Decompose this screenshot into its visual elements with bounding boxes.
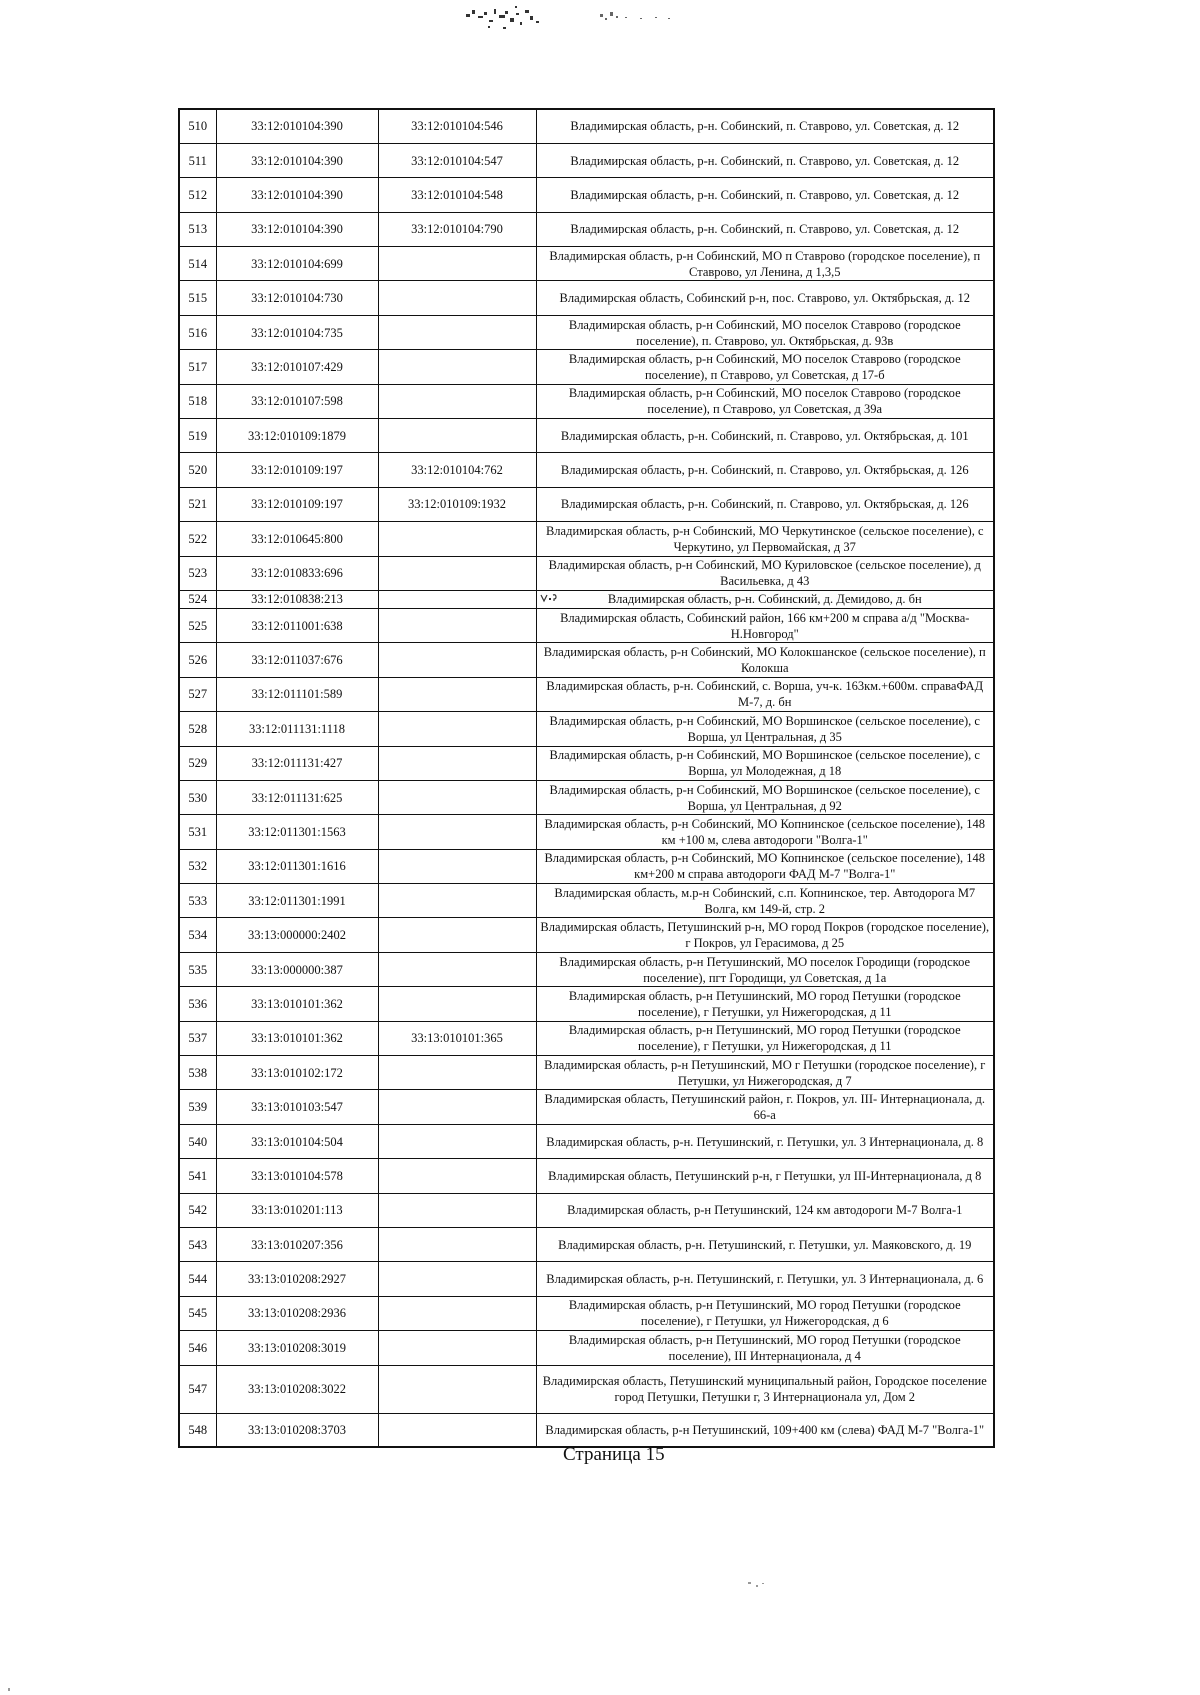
table-row xyxy=(179,143,994,177)
row-number: 532 xyxy=(179,849,216,883)
address: Владимирская область, Собинский район, 166 км+200 м справа а/д "Москва-Н.Новгород" xyxy=(536,608,994,642)
cadastral-number: 33:12:011301:1991 xyxy=(216,884,378,918)
table-row xyxy=(179,608,994,642)
linked-cadastral-number xyxy=(378,1124,536,1158)
row-number: 530 xyxy=(179,780,216,814)
linked-cadastral-number xyxy=(378,1413,536,1447)
linked-cadastral-number: 33:12:010104:547 xyxy=(378,143,536,177)
cadastral-number: 33:13:010104:504 xyxy=(216,1124,378,1158)
row-number: 527 xyxy=(179,677,216,711)
linked-cadastral-number xyxy=(378,590,536,608)
table-row xyxy=(179,315,994,349)
table-row xyxy=(179,746,994,780)
table-row xyxy=(179,1159,994,1193)
row-number: 516 xyxy=(179,315,216,349)
cadastral-number: 33:12:011131:1118 xyxy=(216,712,378,746)
address: Владимирская область, р-н. Собинский, п. Ставрово, ул. Советская, д. 12 xyxy=(536,143,994,177)
address: Владимирская область, Петушинский р-н, г Петушки, ул III-Интернационала, д 8 xyxy=(536,1159,994,1193)
table-row xyxy=(179,384,994,418)
linked-cadastral-number xyxy=(378,384,536,418)
cadastral-number: 33:13:010201:113 xyxy=(216,1193,378,1227)
linked-cadastral-number xyxy=(378,608,536,642)
row-number: 525 xyxy=(179,608,216,642)
row-number: 539 xyxy=(179,1090,216,1124)
cadastral-number: 33:12:010107:598 xyxy=(216,384,378,418)
address: Владимирская область, Петушинский муниципальный район, Городское поселение город Петушки, Петушки г, 3 Интернационала ул, Дом 2 xyxy=(536,1365,994,1413)
table-row xyxy=(179,1090,994,1124)
address: Владимирская область, р-н Собинский, МО Куриловское (сельское поселение), д Васильевка, д 43 xyxy=(536,556,994,590)
linked-cadastral-number: 33:12:010109:1932 xyxy=(378,487,536,521)
linked-cadastral-number xyxy=(378,1296,536,1330)
address: Владимирская область, р-н. Собинский, с. Ворша, уч-к. 163км.+600м. справаФАД М-7, д. бн xyxy=(536,677,994,711)
linked-cadastral-number xyxy=(378,522,536,556)
linked-cadastral-number xyxy=(378,952,536,986)
table-row xyxy=(179,815,994,849)
row-number: 542 xyxy=(179,1193,216,1227)
address: Владимирская область, р-н Петушинский, 109+400 км (слева) ФАД М-7 "Волга-1" xyxy=(536,1413,994,1447)
linked-cadastral-number xyxy=(378,815,536,849)
cadastral-number: 33:12:010104:699 xyxy=(216,247,378,281)
row-number: 538 xyxy=(179,1056,216,1090)
cadastral-number: 33:13:010101:362 xyxy=(216,987,378,1021)
cadastral-number: 33:13:010208:2936 xyxy=(216,1296,378,1330)
cadastral-number: 33:12:010104:390 xyxy=(216,143,378,177)
linked-cadastral-number xyxy=(378,884,536,918)
row-number: 519 xyxy=(179,419,216,453)
row-number: 514 xyxy=(179,247,216,281)
address: Владимирская область, р-н Собинский, МО поселок Ставрово (городское поселение), п Ставрово, ул Советская, д 17-б xyxy=(536,350,994,384)
row-number: 521 xyxy=(179,487,216,521)
table-row xyxy=(179,1296,994,1330)
row-number: 536 xyxy=(179,987,216,1021)
row-number: 510 xyxy=(179,109,216,143)
cadastral-number: 33:12:010109:197 xyxy=(216,453,378,487)
address: Владимирская область, р-н. Собинский, п. Ставрово, ул. Советская, д. 12 xyxy=(536,109,994,143)
cadastral-number: 33:12:010104:735 xyxy=(216,315,378,349)
table-row xyxy=(179,1365,994,1413)
cadastral-number: 33:12:011131:625 xyxy=(216,780,378,814)
linked-cadastral-number: 33:12:010104:546 xyxy=(378,109,536,143)
linked-cadastral-number xyxy=(378,712,536,746)
address: Владимирская область, р-н Петушинский, 124 км автодороги М-7 Волга-1 xyxy=(536,1193,994,1227)
address: Владимирская область, р-н Собинский, МО поселок Ставрово (городское поселение), п Ставрово, ул Советская, д 39а xyxy=(536,384,994,418)
cadastral-number: 33:12:010104:390 xyxy=(216,178,378,212)
cadastral-number: 33:12:010833:696 xyxy=(216,556,378,590)
row-number: 523 xyxy=(179,556,216,590)
table-row xyxy=(179,247,994,281)
cadastral-number: 33:13:010208:3019 xyxy=(216,1331,378,1365)
linked-cadastral-number: 33:12:010104:762 xyxy=(378,453,536,487)
table-row xyxy=(179,419,994,453)
cadastral-number: 33:12:010109:197 xyxy=(216,487,378,521)
address: Владимирская область, р-н. Собинский, п. Ставрово, ул. Советская, д. 12 xyxy=(536,212,994,246)
table-row xyxy=(179,556,994,590)
linked-cadastral-number xyxy=(378,643,536,677)
table-row xyxy=(179,780,994,814)
cadastral-number: 33:13:010102:172 xyxy=(216,1056,378,1090)
table-row xyxy=(179,109,994,143)
table-row xyxy=(179,178,994,212)
cadastral-number: 33:13:010104:578 xyxy=(216,1159,378,1193)
linked-cadastral-number xyxy=(378,1228,536,1262)
cadastral-number: 33:12:010838:213 xyxy=(216,590,378,608)
row-number: 541 xyxy=(179,1159,216,1193)
row-number: 548 xyxy=(179,1413,216,1447)
address: Владимирская область, р-н. Петушинский, г. Петушки, ул. 3 Интернационала, д. 8 xyxy=(536,1124,994,1158)
linked-cadastral-number xyxy=(378,1262,536,1296)
cadastral-number: 33:13:010208:3022 xyxy=(216,1365,378,1413)
table-row xyxy=(179,677,994,711)
address: Владимирская область, Собинский р-н, пос. Ставрово, ул. Октябрьская, д. 12 xyxy=(536,281,994,315)
table-row xyxy=(179,453,994,487)
table-row xyxy=(179,350,994,384)
cadastral-number: 33:12:010107:429 xyxy=(216,350,378,384)
address: Владимирская область, р-н Собинский, МО Воршинское (сельское поселение), с Ворша, ул Центральная, д 35 xyxy=(536,712,994,746)
cadastral-number: 33:12:010104:390 xyxy=(216,109,378,143)
address: Владимирская область, р-н Собинский, МО Воршинское (сельское поселение), с Ворша, ул Молодежная, д 18 xyxy=(536,746,994,780)
address: Владимирская область, р-н Петушинский, МО г Петушки (городское поселение), г Петушки, ул Нижегородская, д 7 xyxy=(536,1056,994,1090)
table-row xyxy=(179,1262,994,1296)
table-row xyxy=(179,1021,994,1055)
cadastral-number: 33:13:010207:356 xyxy=(216,1228,378,1262)
row-number: 528 xyxy=(179,712,216,746)
row-number: 534 xyxy=(179,918,216,952)
address: Владимирская область, р-н Собинский, МО поселок Ставрово (городское поселение), п. Ставрово, ул. Октябрьская, д. 93в xyxy=(536,315,994,349)
cadastral-number: 33:13:010208:2927 xyxy=(216,1262,378,1296)
row-number: 535 xyxy=(179,952,216,986)
table-row xyxy=(179,1124,994,1158)
cadastral-number: 33:12:011301:1563 xyxy=(216,815,378,849)
address: Владимирская область, р-н Собинский, МО Колокшанское (сельское поселение), п Колокша xyxy=(536,643,994,677)
row-number: 517 xyxy=(179,350,216,384)
cadastral-number: 33:13:010103:547 xyxy=(216,1090,378,1124)
row-number: 540 xyxy=(179,1124,216,1158)
address: Владимирская область, р-н Собинский, МО Копнинское (сельское поселение), 148 км +100 м, слева автодороги "Волга-1" xyxy=(536,815,994,849)
cadastral-number: 33:13:010208:3703 xyxy=(216,1413,378,1447)
linked-cadastral-number xyxy=(378,1159,536,1193)
linked-cadastral-number xyxy=(378,1193,536,1227)
table-row xyxy=(179,1331,994,1365)
address: Владимирская область, р-н Петушинский, МО город Петушки (городское поселение), г Петушки, ул Нижегородская, д 6 xyxy=(536,1296,994,1330)
linked-cadastral-number: 33:12:010104:790 xyxy=(378,212,536,246)
table-row xyxy=(179,487,994,521)
address: Владимирская область, р-н Петушинский, МО город Петушки (городское поселение), III Интернационала, д 4 xyxy=(536,1331,994,1365)
cadastral-number: 33:12:011131:427 xyxy=(216,746,378,780)
cadastral-number: 33:12:010645:800 xyxy=(216,522,378,556)
row-number: 520 xyxy=(179,453,216,487)
address: Владимирская область, р-н. Собинский, п. Ставрово, ул. Октябрьская, д. 126 xyxy=(536,487,994,521)
address: Владимирская область, р-н Собинский, МО Копнинское (сельское поселение), 148 км+200 м справа автодороги ФАД М-7 "Волга-1" xyxy=(536,849,994,883)
cadastral-number: 33:12:011001:638 xyxy=(216,608,378,642)
linked-cadastral-number xyxy=(378,918,536,952)
cadastral-number: 33:12:011037:676 xyxy=(216,643,378,677)
address: Владимирская область, р-н Собинский, МО Черкутинское (сельское поселение), с Черкутино, ул Первомайская, д 37 xyxy=(536,522,994,556)
row-number: 524 xyxy=(179,590,216,608)
address: Владимирская область, р-н. Собинский, д. Демидово, д. бн xyxy=(536,590,994,608)
table-row xyxy=(179,1413,994,1447)
address: Владимирская область, Петушинский р-н, МО город Покров (городское поселение), г Покров, ул Герасимова, д 25 xyxy=(536,918,994,952)
row-number: 522 xyxy=(179,522,216,556)
row-number: 543 xyxy=(179,1228,216,1262)
table-row xyxy=(179,918,994,952)
row-number: 546 xyxy=(179,1331,216,1365)
linked-cadastral-number xyxy=(378,1090,536,1124)
address: Владимирская область, р-н. Петушинский, г. Петушки, ул. Маяковского, д. 19 xyxy=(536,1228,994,1262)
table-row xyxy=(179,884,994,918)
address: Владимирская область, р-н Петушинский, МО город Петушки (городское поселение), г Петушки, ул Нижегородская, д 11 xyxy=(536,987,994,1021)
linked-cadastral-number xyxy=(378,849,536,883)
row-number: 526 xyxy=(179,643,216,677)
linked-cadastral-number xyxy=(378,1331,536,1365)
linked-cadastral-number xyxy=(378,1365,536,1413)
cadastral-number: 33:12:011301:1616 xyxy=(216,849,378,883)
page-number: Страница 15 xyxy=(563,1444,665,1465)
linked-cadastral-number: 33:12:010104:548 xyxy=(378,178,536,212)
cadastral-number: 33:13:000000:387 xyxy=(216,952,378,986)
cadastral-number: 33:12:010104:730 xyxy=(216,281,378,315)
linked-cadastral-number xyxy=(378,556,536,590)
linked-cadastral-number xyxy=(378,746,536,780)
table-row xyxy=(179,952,994,986)
address: Владимирская область, р-н Петушинский, МО поселок Городищи (городское поселение), пгт Городищи, ул Советская, д 1а xyxy=(536,952,994,986)
linked-cadastral-number xyxy=(378,780,536,814)
row-number: 512 xyxy=(179,178,216,212)
row-number: 537 xyxy=(179,1021,216,1055)
linked-cadastral-number xyxy=(378,350,536,384)
table-row xyxy=(179,590,994,608)
cadastral-number: 33:12:011101:589 xyxy=(216,677,378,711)
linked-cadastral-number xyxy=(378,281,536,315)
address: Владимирская область, р-н. Петушинский, г. Петушки, ул. 3 Интернационала, д. 6 xyxy=(536,1262,994,1296)
table-row xyxy=(179,712,994,746)
cadastral-number: 33:12:010104:390 xyxy=(216,212,378,246)
linked-cadastral-number xyxy=(378,987,536,1021)
cadastral-number: 33:13:010101:362 xyxy=(216,1021,378,1055)
table-row xyxy=(179,281,994,315)
row-number: 518 xyxy=(179,384,216,418)
table-row xyxy=(179,643,994,677)
table-row xyxy=(179,212,994,246)
table-row xyxy=(179,987,994,1021)
row-number: 547 xyxy=(179,1365,216,1413)
linked-cadastral-number xyxy=(378,1056,536,1090)
address: Владимирская область, р-н. Собинский, п. Ставрово, ул. Октябрьская, д. 101 xyxy=(536,419,994,453)
table-row xyxy=(179,522,994,556)
address: Владимирская область, р-н. Собинский, п. Ставрово, ул. Октябрьская, д. 126 xyxy=(536,453,994,487)
row-number: 544 xyxy=(179,1262,216,1296)
table-row xyxy=(179,1228,994,1262)
address: Владимирская область, м.р-н Собинский, с.п. Копнинское, тер. Автодорога М7 Волга, км 149-й, стр. 2 xyxy=(536,884,994,918)
address: Владимирская область, р-н Петушинский, МО город Петушки (городское поселение), г Петушки, ул Нижегородская, д 11 xyxy=(536,1021,994,1055)
linked-cadastral-number xyxy=(378,419,536,453)
cadastral-number: 33:12:010109:1879 xyxy=(216,419,378,453)
linked-cadastral-number xyxy=(378,677,536,711)
address: Владимирская область, р-н Собинский, МО п Ставрово (городское поселение), п Ставрово, ул Ленина, д 1,3,5 xyxy=(536,247,994,281)
linked-cadastral-number: 33:13:010101:365 xyxy=(378,1021,536,1055)
cadastral-number: 33:13:000000:2402 xyxy=(216,918,378,952)
table-row xyxy=(179,1056,994,1090)
row-number: 513 xyxy=(179,212,216,246)
row-number: 545 xyxy=(179,1296,216,1330)
table-row xyxy=(179,1193,994,1227)
table-row xyxy=(179,849,994,883)
row-number: 533 xyxy=(179,884,216,918)
row-number: 511 xyxy=(179,143,216,177)
address: Владимирская область, Петушинский район, г. Покров, ул. III- Интернационала, д. 66-а xyxy=(536,1090,994,1124)
land-register-table xyxy=(178,108,995,1448)
row-number: 531 xyxy=(179,815,216,849)
linked-cadastral-number xyxy=(378,315,536,349)
row-number: 529 xyxy=(179,746,216,780)
row-number: 515 xyxy=(179,281,216,315)
linked-cadastral-number xyxy=(378,247,536,281)
address: Владимирская область, р-н. Собинский, п. Ставрово, ул. Советская, д. 12 xyxy=(536,178,994,212)
address: Владимирская область, р-н Собинский, МО Воршинское (сельское поселение), с Ворша, ул Центральная, д 92 xyxy=(536,780,994,814)
